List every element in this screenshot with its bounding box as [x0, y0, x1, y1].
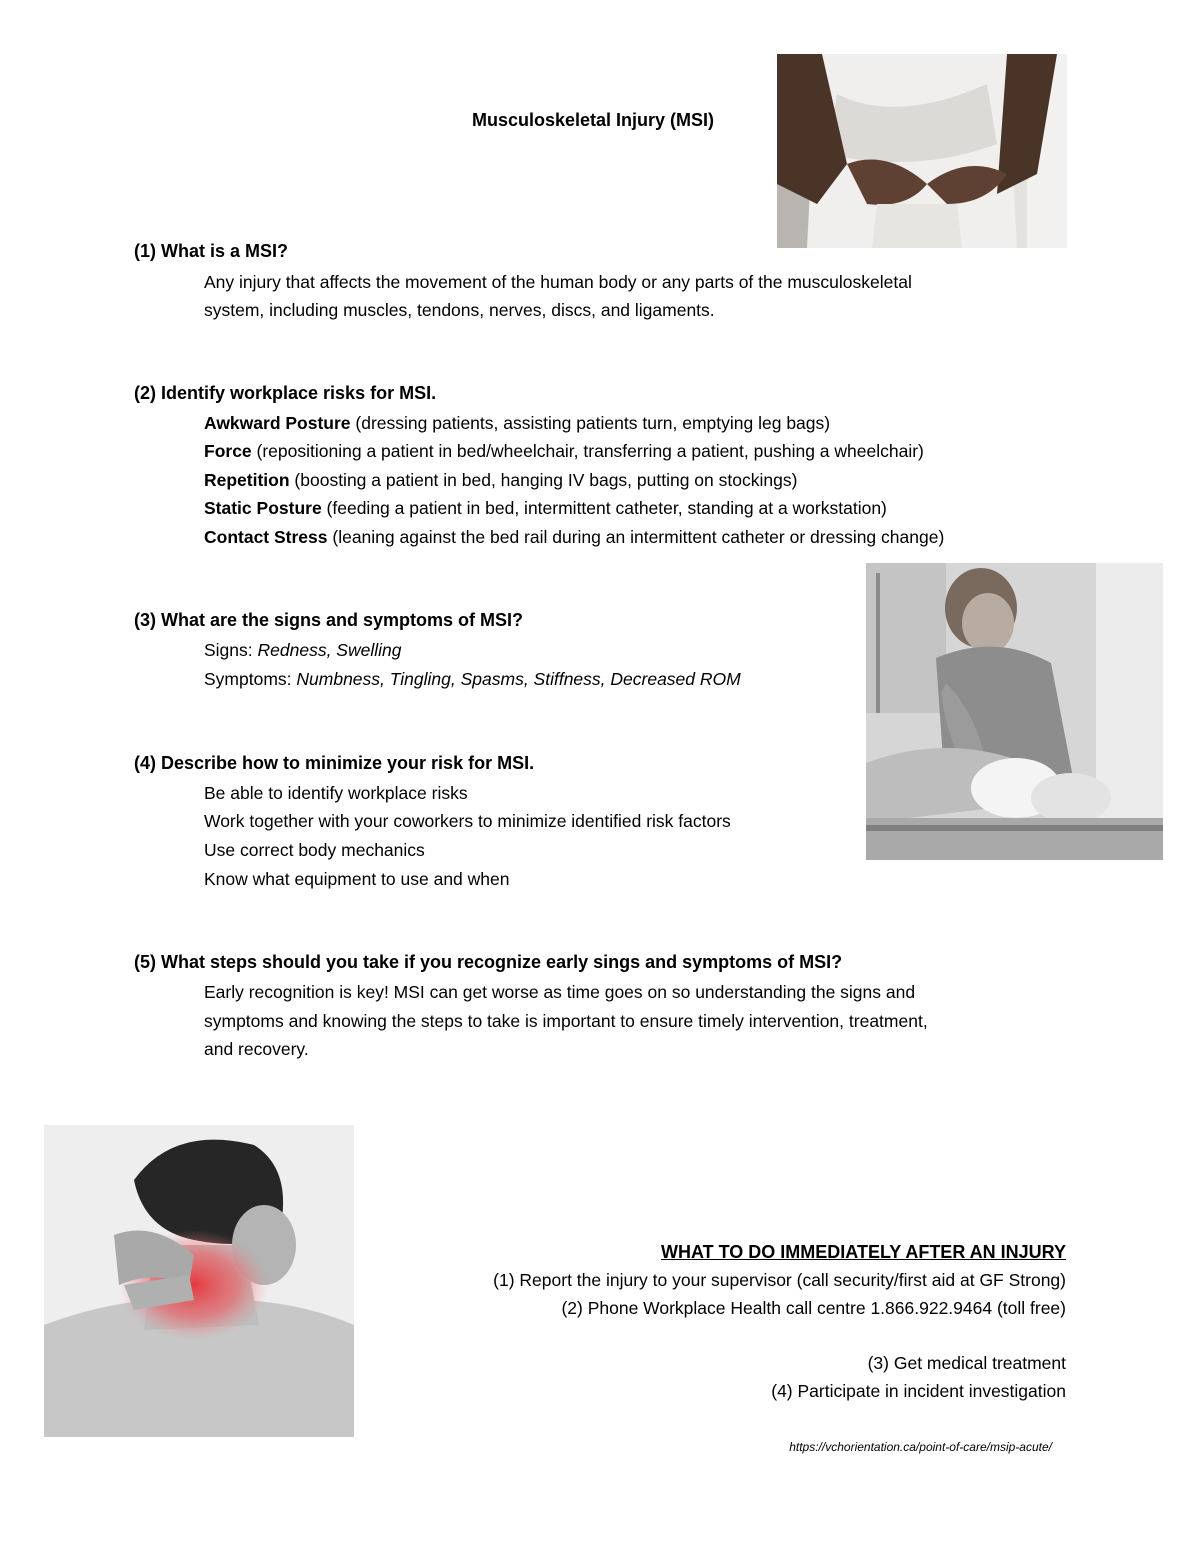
source-url: https://vchorientation.ca/point-of-care/msip-acute/	[789, 1440, 1052, 1454]
risk-desc: (boosting a patient in bed, hanging IV bags, putting on stockings)	[289, 470, 798, 490]
section-1-heading: (1) What is a MSI?	[134, 241, 289, 261]
risk-item	[204, 523, 944, 551]
risk-term: Static Posture	[204, 498, 322, 518]
risk-desc: (repositioning a patient in bed/wheelchair, transferring a patient, pushing a wheelchair)	[251, 441, 924, 461]
minimize-item: Use correct body mechanics	[204, 840, 425, 860]
section-5-line: and recovery.	[204, 1039, 309, 1059]
signs-values: Redness, Swelling	[257, 640, 402, 660]
section-5-line: Early recognition is key! MSI can get worse as time goes on so understanding the signs and	[204, 982, 916, 1002]
risk-term: Contact Stress	[204, 527, 328, 547]
risk-desc: (leaning against the bed rail during an intermittent catheter or dressing change)	[327, 527, 945, 547]
risk-item	[204, 409, 830, 437]
symptoms-values: Numbness, Tingling, Spasms, Stiffness, Decreased ROM	[296, 669, 741, 689]
section-1-line: system, including muscles, tendons, nerves, discs, and ligaments.	[204, 300, 715, 320]
risk-item	[204, 494, 887, 522]
minimize-item: Be able to identify workplace risks	[204, 783, 468, 803]
risk-term: Repetition	[204, 470, 290, 490]
risk-term: Awkward Posture	[204, 413, 351, 433]
section-4-heading: (4) Describe how to minimize your risk for MSI.	[134, 753, 535, 773]
nurse-patient-photo	[866, 563, 1163, 860]
section-5-heading: (5) What steps should you take if you recognize early sings and symptoms of MSI?	[134, 952, 843, 972]
injury-step: (2) Phone Workplace Health call centre 1.866.922.9464 (toll free)	[561, 1298, 1066, 1318]
signs-line	[204, 636, 401, 664]
risk-desc: (dressing patients, assisting patients turn, emptying leg bags)	[350, 413, 831, 433]
minimize-item: Work together with your coworkers to minimize identified risk factors	[204, 811, 731, 831]
risk-desc: (feeding a patient in bed, intermittent catheter, standing at a workstation)	[321, 498, 887, 518]
risk-term: Force	[204, 441, 252, 461]
injury-step: (4) Participate in incident investigation	[771, 1381, 1066, 1401]
minimize-item: Know what equipment to use and when	[204, 869, 510, 889]
section-3-heading: (3) What are the signs and symptoms of MSI?	[134, 610, 524, 630]
back-pain-photo	[777, 54, 1067, 248]
page-title: Musculoskeletal Injury (MSI)	[472, 110, 715, 130]
symptoms-label: Symptoms:	[204, 669, 297, 689]
signs-label: Signs:	[204, 640, 258, 660]
symptoms-line	[204, 665, 741, 693]
injury-step: (1) Report the injury to your supervisor (call security/first aid at GF Strong)	[493, 1270, 1066, 1290]
section-5-line: symptoms and knowing the steps to take is important to ensure timely intervention, treatment,	[204, 1011, 928, 1031]
injury-title: WHAT TO DO IMMEDIATELY AFTER AN INJURY	[660, 1242, 1066, 1262]
risk-item	[204, 466, 797, 494]
section-1-line: Any injury that affects the movement of the human body or any parts of the musculoskeletal	[204, 272, 912, 292]
neck-pain-photo	[44, 1125, 354, 1437]
injury-step: (3) Get medical treatment	[867, 1353, 1066, 1373]
risk-item	[204, 437, 924, 465]
section-2-heading: (2) Identify workplace risks for MSI.	[134, 383, 437, 403]
